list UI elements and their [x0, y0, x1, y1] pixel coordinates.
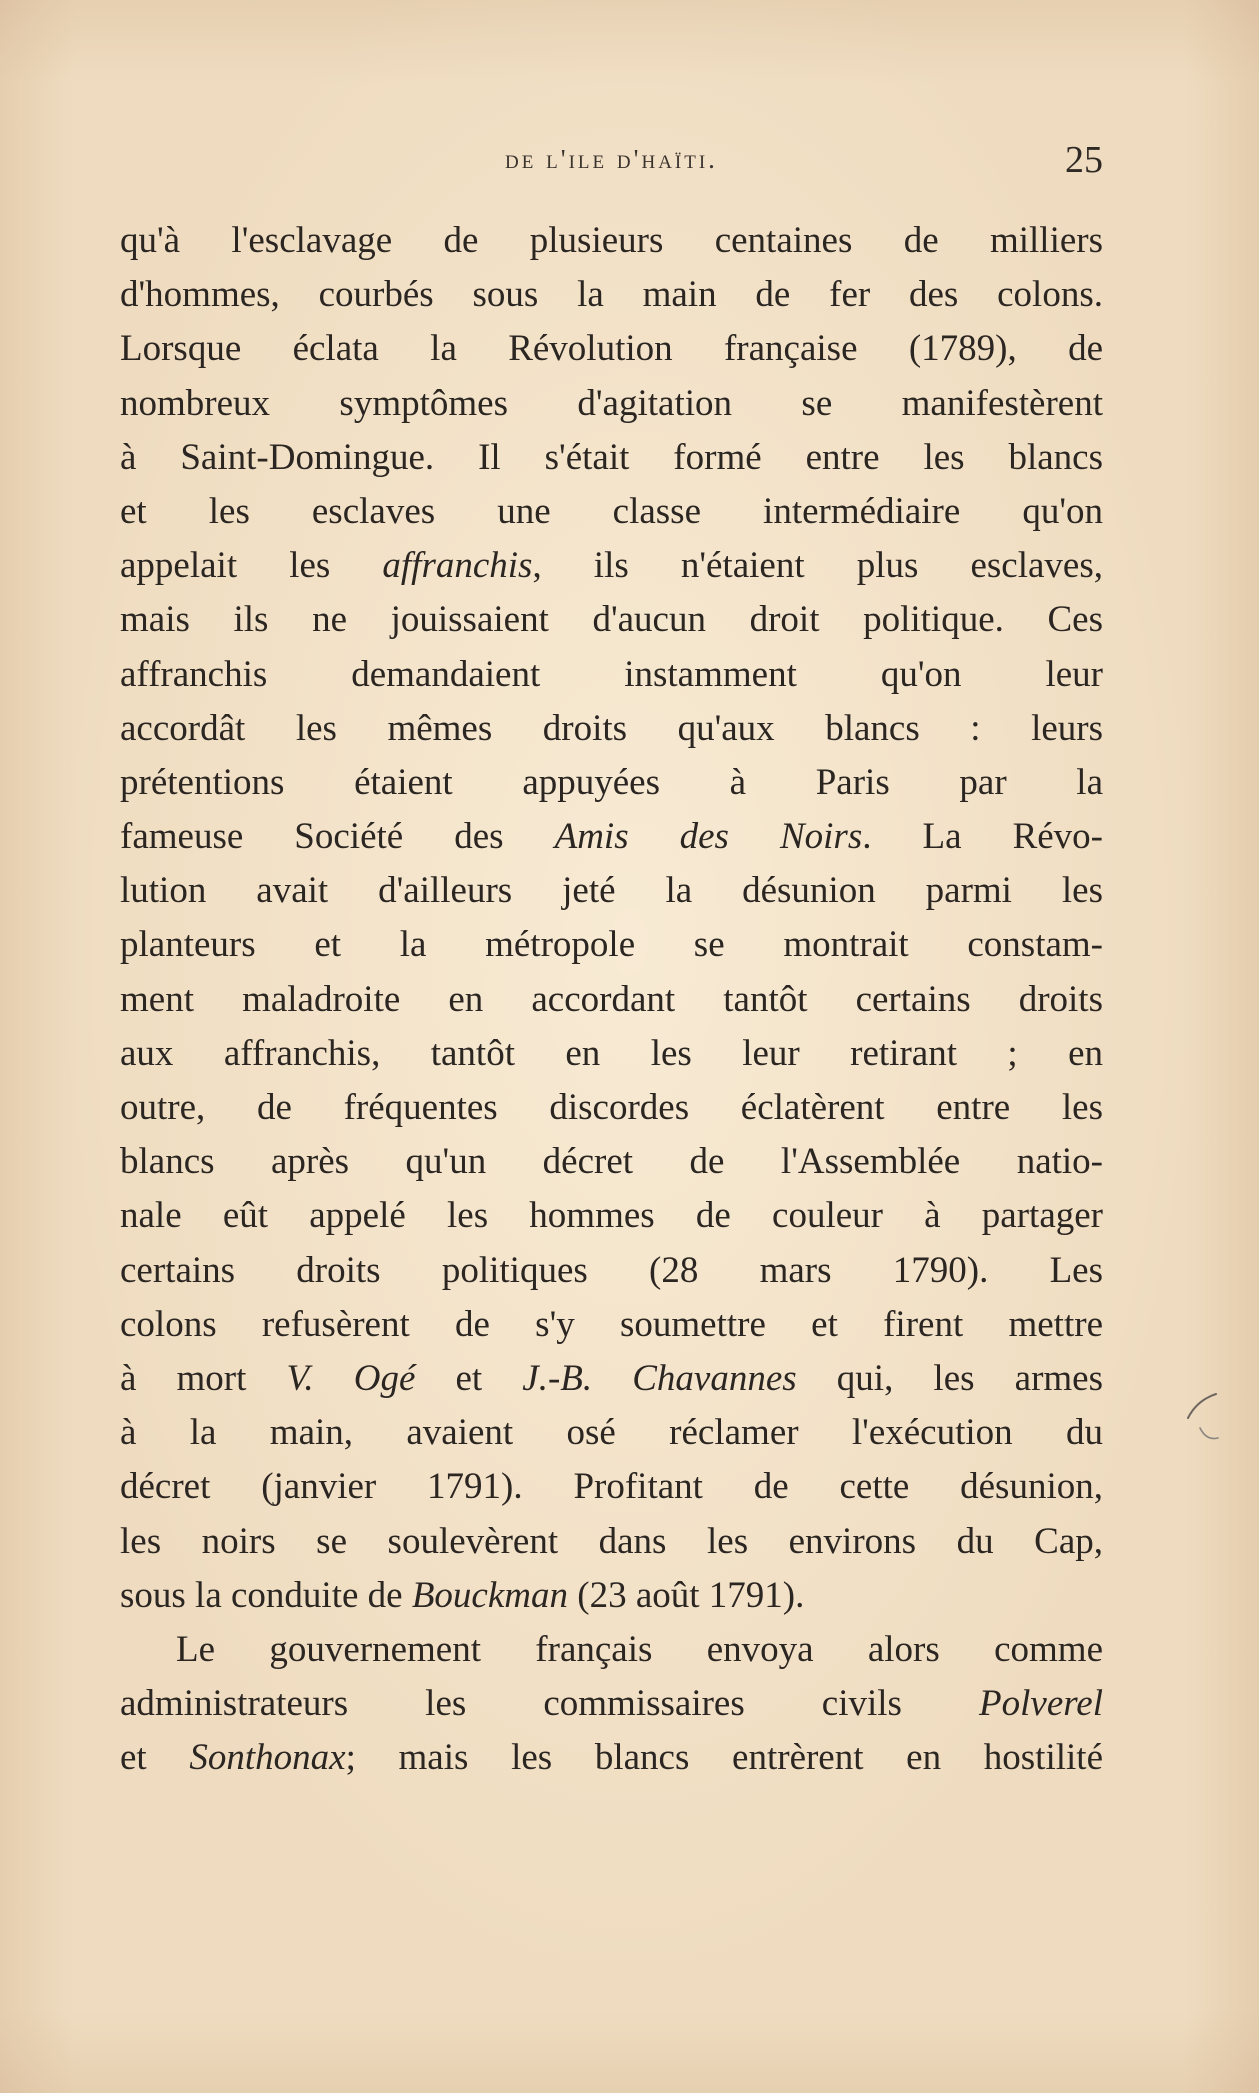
body-text — [120, 214, 1103, 1785]
italic-name: Bouckman — [411, 1574, 568, 1616]
text-line: administrateurs les commissaires civils Polverel — [120, 1683, 1103, 1725]
text-line: appelait les affranchis, ils n'étaient plus esclaves, — [120, 545, 1103, 587]
text-line: à la main, avaient osé réclamer l'exécution du — [120, 1412, 1103, 1454]
text-line: nale eût appelé les hommes de couleur à partager — [120, 1195, 1103, 1237]
running-title: de l'ile d'haïti. — [505, 144, 718, 174]
text-line: nombreux symptômes d'agitation se manifestèrent — [120, 382, 1103, 424]
italic-term: affranchis — [382, 545, 533, 587]
text-line: à Saint-Domingue. Il s'était formé entre les blancs — [120, 436, 1103, 478]
text-line: affranchis demandaient instamment qu'on leur — [120, 653, 1103, 695]
margin-pencil-mark-icon — [1182, 1388, 1232, 1448]
text-line: prétentions étaient appuyées à Paris par la — [120, 761, 1103, 803]
text-line: planteurs et la métropole se montrait constam- — [120, 924, 1103, 966]
text-line: certains droits politiques (28 mars 1790). Les — [120, 1249, 1103, 1291]
italic-name: Sonthonax — [189, 1737, 346, 1779]
italic-name: V. Ogé — [286, 1357, 416, 1399]
italic-name: J.-B. Chavannes — [522, 1357, 797, 1399]
text-line: ment maladroite en accordant tantôt certains droits — [120, 978, 1103, 1020]
text-line: décret (janvier 1791). Profitant de cette désunion, — [120, 1466, 1103, 1508]
text-line: aux affranchis, tantôt en les leur retirant ; en — [120, 1032, 1103, 1074]
text-line: à mort V. Ogé et J.-B. Chavannes qui, les armes — [120, 1357, 1103, 1399]
text-line: d'hommes, courbés sous la main de fer des colons. — [120, 274, 1103, 316]
text-line: les noirs se soulevèrent dans les environs du Cap, — [120, 1520, 1103, 1562]
text-line: sous la conduite de Bouckman (23 août 1791). — [120, 1574, 805, 1616]
text-line: colons refusèrent de s'y soumettre et firent mettre — [120, 1303, 1103, 1345]
text-line: Lorsque éclata la Révolution française (1789), de — [120, 328, 1103, 370]
text-line: outre, de fréquentes discordes éclatèrent entre les — [120, 1087, 1103, 1128]
page-header — [120, 138, 1103, 184]
italic-name: Polverel — [979, 1683, 1103, 1725]
text-line: mais ils ne jouissaient d'aucun droit politique. Ces — [120, 599, 1103, 641]
text-line: et les esclaves une classe intermédiaire qu'on — [120, 490, 1103, 532]
text-line: blancs après qu'un décret de l'Assemblée natio- — [120, 1141, 1103, 1183]
text-line: fameuse Société des Amis des Noirs. La Révo- — [120, 816, 1103, 858]
page-number: 25 — [1065, 139, 1103, 181]
text-line: qu'à l'esclavage de plusieurs centaines de milliers — [120, 220, 1103, 261]
text-line: Le gouvernement français envoya alors comme — [176, 1628, 1103, 1670]
text-line: lution avait d'ailleurs jeté la désunion parmi les — [120, 870, 1103, 912]
italic-term: Amis des Noirs — [554, 816, 863, 858]
text-line: et Sonthonax; mais les blancs entrèrent en hostilité — [120, 1737, 1103, 1779]
text-line: accordât les mêmes droits qu'aux blancs : leurs — [120, 707, 1103, 749]
